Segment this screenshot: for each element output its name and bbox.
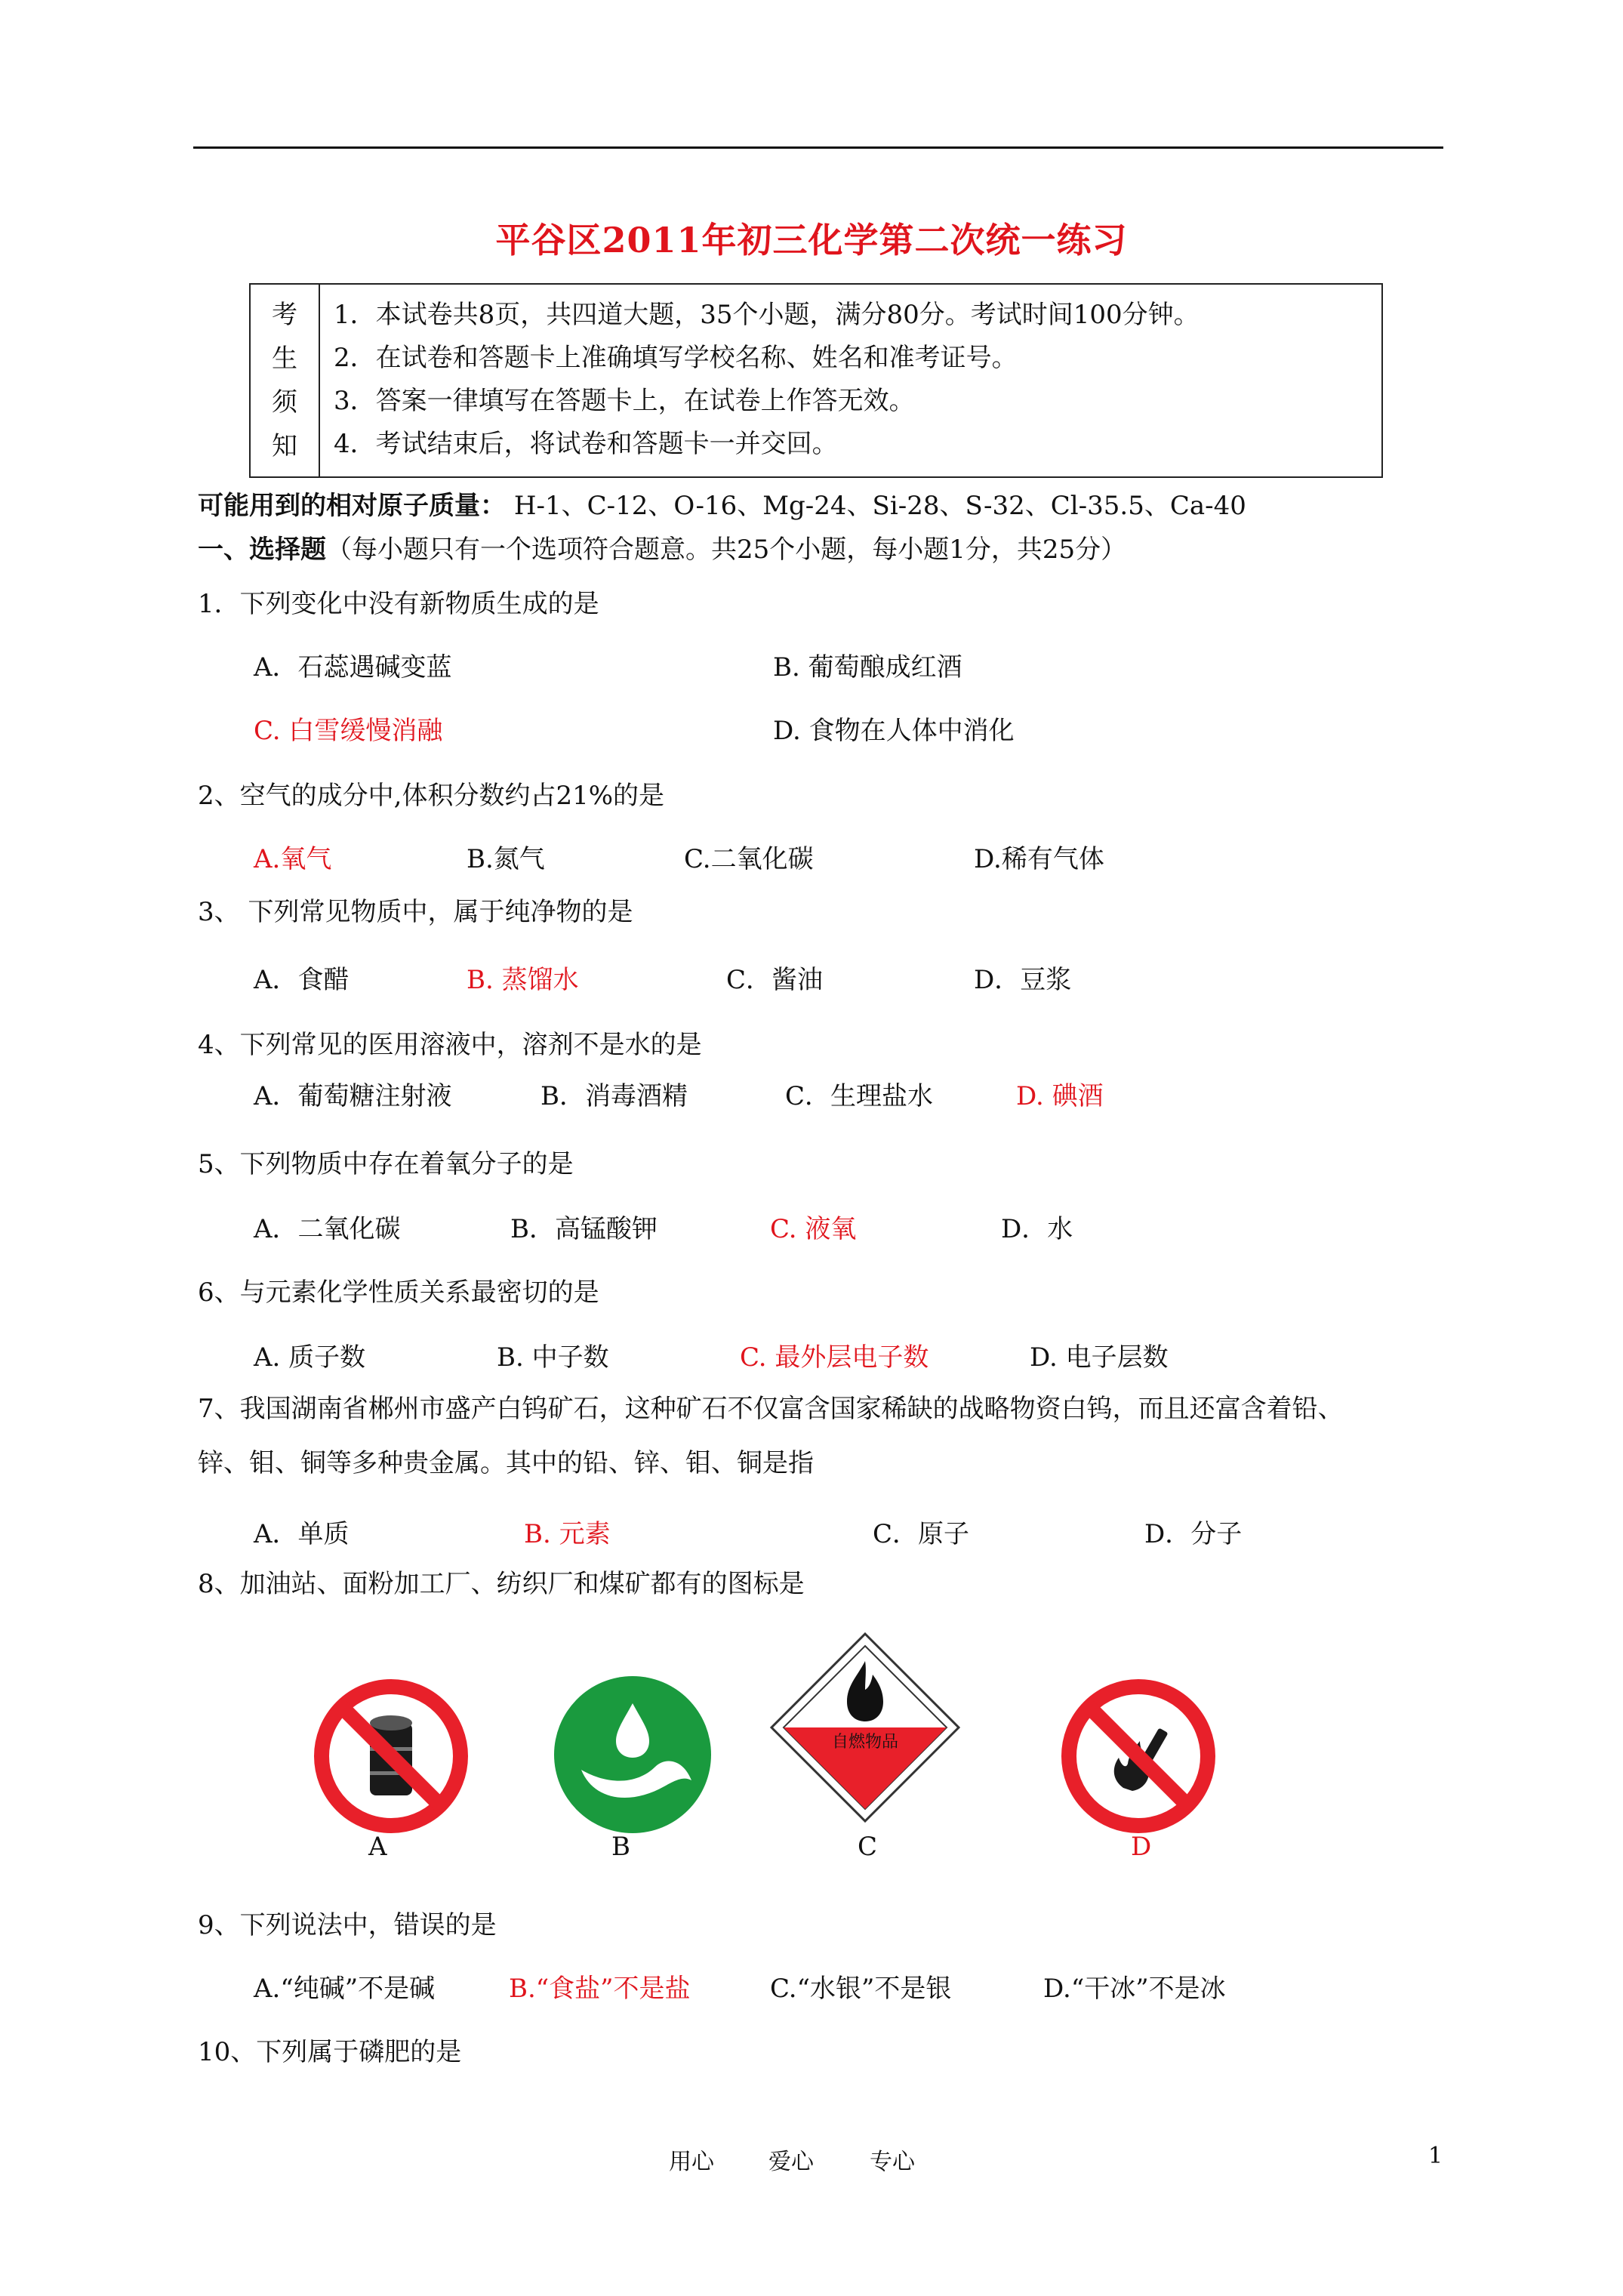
q7-option-d: D．分子 (1144, 1519, 1243, 1549)
q4-option-a: A．葡萄糖注射液 (254, 1081, 452, 1111)
atomic-mass-label: 可能用到的相对原子质量： (198, 491, 506, 521)
q4-option-b: B．消毒酒精 (540, 1081, 688, 1111)
notice-box (249, 283, 1383, 478)
q1-option-b: B. 葡萄酿成红酒 (773, 652, 962, 683)
sign-c-text: 自燃物品 (831, 1733, 899, 1752)
q9-option-b: B.“食盐”不是盐 (509, 1974, 691, 2004)
q5-option-b: B．高锰酸钾 (510, 1214, 658, 1244)
q7-option-b: B. 元素 (524, 1519, 611, 1549)
notice-label-char: 知 (272, 431, 297, 461)
q9-option-a: A.“纯碱”不是碱 (254, 1974, 436, 2004)
page-title: 平谷区2011年初三化学第二次统一练习 (495, 220, 1128, 260)
q3-option-c: C．酱油 (726, 965, 824, 995)
sign-label-a: A (368, 1832, 387, 1862)
no-fire-sign (1057, 1675, 1220, 1838)
footer-motto-3: 专心 (870, 2149, 915, 2175)
question-8-stem: 8、加油站、面粉加工厂、纺织厂和煤矿都有的图标是 (198, 1569, 805, 1599)
atomic-mass-values: H-1、C-12、O-16、Mg-24、Si-28、S-32、Cl-35.5、Ca-40 (513, 491, 1246, 521)
question-7-stem-2: 锌、钼、铜等多种贵金属。其中的铅、锌、钼、铜是指 (198, 1448, 814, 1478)
question-7-stem: 7、我国湖南省郴州市盛产白钨矿石，这种矿石不仅富含国家稀缺的战略物资白钨，而且还富含着铅、 (198, 1394, 1344, 1424)
q4-option-c: C．生理盐水 (785, 1081, 934, 1111)
q5-option-a: A．二氧化碳 (254, 1214, 401, 1244)
question-1-stem: 1．下列变化中没有新物质生成的是 (198, 589, 599, 619)
notice-item: 2．在试卷和答题卡上准确填写学校名称、姓名和准考证号。 (334, 343, 1018, 373)
notice-label-char: 须 (272, 387, 297, 418)
question-9-stem: 9、下列说法中，错误的是 (198, 1910, 497, 1940)
q5-option-c: C. 液氧 (770, 1214, 857, 1244)
q3-option-d: D．豆浆 (974, 965, 1072, 995)
notice-items (320, 285, 1200, 476)
sign-label-b: B (611, 1832, 630, 1862)
q2-option-b: B.氮气 (467, 844, 545, 874)
sign-label-c: C (858, 1832, 878, 1862)
page-number: 1 (1428, 2143, 1443, 2169)
q6-option-d: D. 电子层数 (1030, 1342, 1169, 1373)
notice-label-char: 考 (272, 300, 297, 330)
atomic-mass-line (198, 485, 1246, 522)
question-3-stem: 3、 下列常见物质中，属于纯净物的是 (198, 897, 633, 927)
q6-option-a: A. 质子数 (254, 1342, 366, 1373)
q4-option-d: D. 碘酒 (1016, 1081, 1104, 1111)
question-5-stem: 5、下列物质中存在着氧分子的是 (198, 1149, 574, 1179)
notice-item: 1．本试卷共8页，共四道大题，35个小题，满分80分。考试时间100分钟。 (334, 300, 1200, 330)
question-2-stem: 2、空气的成分中,体积分数约占21%的是 (198, 781, 665, 811)
q3-option-a: A．食醋 (254, 965, 350, 995)
q9-option-c: C.“水银”不是银 (770, 1974, 952, 2004)
q6-option-c: C. 最外层电子数 (740, 1342, 929, 1373)
section1-desc: （每小题只有一个选项符合题意。共25个小题，每小题1分，共25分） (326, 535, 1127, 565)
q6-option-b: B. 中子数 (497, 1342, 609, 1373)
q7-option-a: A．单质 (254, 1519, 350, 1549)
q2-option-d: D.稀有气体 (974, 844, 1104, 874)
q1-option-c: C. 白雪缓慢消融 (254, 716, 443, 746)
q3-option-b: B. 蒸馏水 (467, 965, 579, 995)
q5-option-d: D．水 (1001, 1214, 1073, 1244)
q7-option-c: C．原子 (873, 1519, 970, 1549)
notice-label-char: 生 (272, 344, 297, 374)
water-saving-sign (551, 1673, 714, 1836)
section1-heading-line (198, 529, 1126, 566)
q1-option-a: A．石蕊遇碱变蓝 (254, 652, 452, 683)
no-oil-drum-sign (310, 1675, 473, 1838)
sign-label-d: D (1131, 1832, 1152, 1862)
footer-motto-2: 爱心 (768, 2149, 814, 2175)
question-4-stem: 4、下列常见的医用溶液中，溶剂不是水的是 (198, 1030, 702, 1060)
notice-item: 4．考试结束后，将试卷和答题卡一并交回。 (334, 429, 838, 459)
header-rule (193, 146, 1443, 149)
notice-label (251, 285, 320, 476)
q2-option-c: C.二氧化碳 (684, 844, 814, 874)
q2-option-a: A.氧气 (254, 844, 332, 874)
footer-motto-1: 用心 (669, 2149, 714, 2175)
question-10-stem: 10、下列属于磷肥的是 (198, 2037, 462, 2067)
notice-item: 3．答案一律填写在答题卡上，在试卷上作答无效。 (334, 386, 915, 416)
spontaneous-combustion-sign (768, 1631, 962, 1824)
q9-option-d: D.“干冰”不是冰 (1043, 1974, 1226, 2004)
section1-heading: 一、选择题 (198, 535, 326, 565)
q1-option-d: D. 食物在人体中消化 (773, 716, 1015, 746)
question-6-stem: 6、与元素化学性质关系最密切的是 (198, 1277, 599, 1308)
